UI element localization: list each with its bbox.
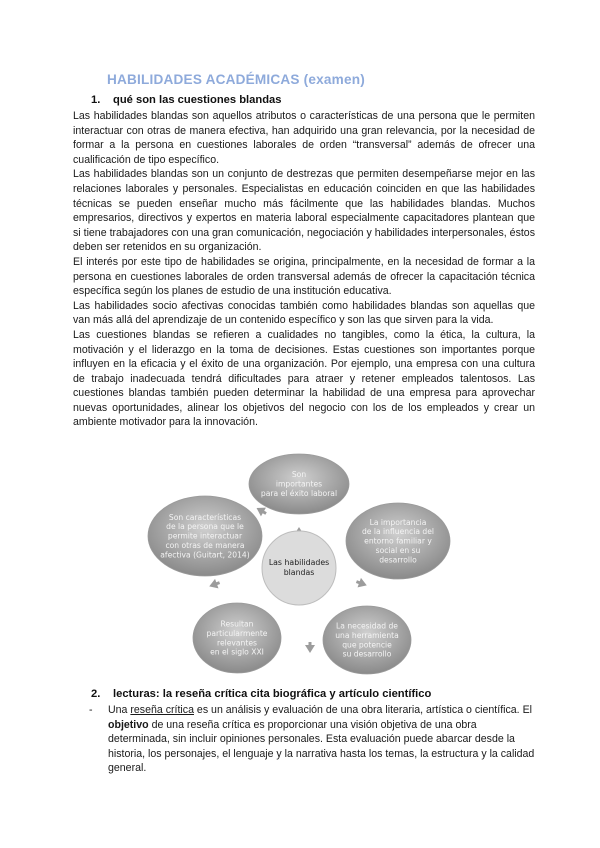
diagram-center-label: Las habilidades — [268, 558, 330, 567]
paragraph: Las habilidades socio afectivas conocidas también como habilidades blandas son aquellas que van más allá del aprendizaje de un contenido específico y son las que sirven para la vida. — [73, 299, 535, 327]
list-bullet: - — [89, 704, 93, 716]
diagram-node-label: con otras de manera — [165, 541, 245, 550]
diagram-node-label: importantes — [275, 479, 323, 489]
diagram-node-label: La necesidad de — [336, 621, 398, 631]
section-2-number: 2. — [91, 688, 101, 700]
section-2-heading-text: lecturas: la reseña crítica cita biográfica y artículo científico — [113, 688, 432, 700]
diagram-node-label: desarrollo — [379, 555, 417, 565]
list-item — [108, 703, 535, 776]
diagram-node-label: Son características — [168, 512, 242, 522]
section-1-number: 1. — [91, 94, 101, 106]
diagram-node-label: relevantes — [217, 638, 257, 648]
diagram-node-label: Son — [291, 470, 307, 480]
objective-term: objetivo — [108, 718, 149, 731]
paragraph: El interés por este tipo de habilidades se origina, principalmente, en la necesidad de formar a la persona en cuestiones laborales de orden transversal además de ofrecer la capacitación técnica específica según los planes de estudio de una institución educativa. — [73, 255, 535, 298]
review-term: reseña crítica — [130, 704, 194, 716]
diagram-center-label: blandas — [283, 568, 315, 577]
diagram-node-label: La importancia — [369, 517, 427, 527]
diagram-node-label: su desarrollo — [342, 649, 392, 659]
diagram-node-label: que potencie — [342, 640, 392, 650]
section-1-heading — [91, 94, 282, 106]
diagram-node-label: de la persona que le — [166, 522, 244, 532]
diagram-node-label: entorno familiar y — [364, 536, 432, 546]
diagram-arrow-icon — [305, 642, 315, 653]
paragraph: Las habilidades blandas son aquellos atributos o características de una persona que le permiten interactuar con otras de manera efectiva, han adquirido una gran relevancia, por la necesidad de formar a la persona en cuestiones laborales de orden “transversal” además de ofrecer una cualificación de tipo específico. — [73, 110, 535, 166]
diagram-node-label: para el éxito laboral — [260, 489, 338, 498]
diagram-node-label: una herramienta — [335, 630, 399, 640]
list-item-text: es un análisis y evaluación de una obra literaria, artística o científica. El — [193, 704, 532, 716]
document-title: HABILIDADES ACADÉMICAS (examen) — [107, 72, 365, 87]
section-1-heading-text: qué son las cuestiones blandas — [113, 94, 282, 106]
section-2-list — [89, 703, 535, 776]
diagram-node-label: permite interactuar — [167, 531, 243, 541]
diagram-arrow-icon — [355, 577, 369, 590]
diagram-node-label: afectiva (Guitart, 2014) — [160, 550, 250, 560]
diagram-node-label: en el siglo XXI — [210, 647, 264, 657]
diagram-node-label: de la influencia del — [361, 527, 435, 537]
paragraph: Las habilidades blandas son un conjunto de destrezas que permiten desempeñarse mejor en las relaciones laborales y personales. Especialistas en educación coinciden en que las habilidades técnicas se pueden enseñar mucho más fácilmente que las habilidades blandas. Muchos empresarios, directivos y expertos en materia laboral especialmente capacitadores plantean que si tiene trabajadores con una gran comunicación, negociación y habilidades interpersonales, éstos deben ser retenidos en su organización. — [73, 168, 535, 254]
list-item-text: de una reseña crítica es proporcionar una visión objetiva de una obra determinada, sin incluir opiniones personales. Esta evaluación puede abarcar desde la historia, los personajes, el lenguaje y la narrativa hasta los temas, la estructura y la calidad general. — [108, 718, 535, 775]
diagram-node-label: Resultan — [220, 619, 254, 629]
paragraph: Las cuestiones blandas se refieren a cualidades no tangibles, como la ética, la cultura, la motivación y el liderazgo en la toma de decisiones. Estas cuestiones son importantes porque influyen en la eficacia y el éxito de una organización. Por ejemplo, una empresa con una cultura de trabajo inadecuada tendrá dificultades para atraer y retener empleados talentosos. Las cuestiones blandas también pueden determinar la habilidad de una empresa para aprovechar nuevas oportunidades, alinear los objetivos del negocio con los de los empleados y crear un ambiente motivador para la innovación. — [73, 328, 535, 429]
diagram-node-label: social en su — [375, 546, 421, 555]
diagram-arrow-icon — [208, 578, 222, 591]
section-2-heading — [91, 688, 431, 700]
list-item-text: Una — [108, 704, 131, 716]
section-1-body — [73, 109, 535, 430]
diagram-node-label: particularmente — [206, 628, 268, 638]
soft-skills-diagram — [140, 448, 460, 680]
